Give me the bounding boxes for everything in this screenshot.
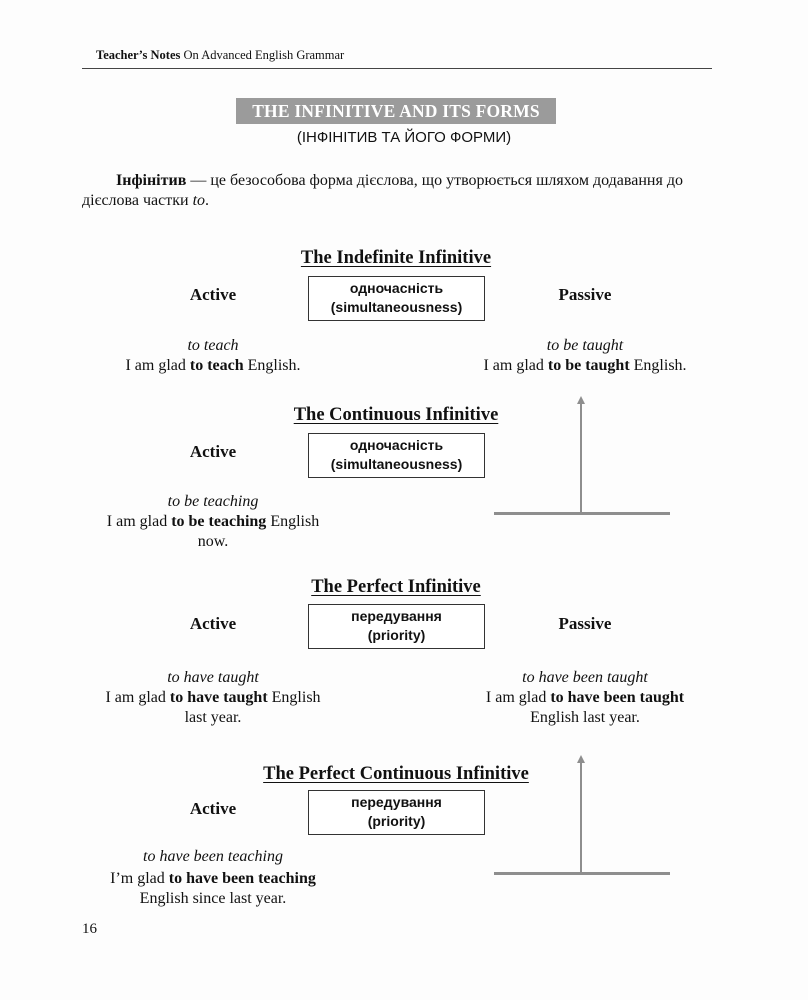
intro-term: Інфінітив: [116, 172, 187, 189]
intro-text: — це безособова форма дієслова, що утворюється шляхом додавання до дієслова частки: [82, 172, 683, 209]
passive-label: Passive: [558, 285, 612, 304]
header-rule: [82, 68, 712, 69]
active-label: Active: [189, 285, 237, 304]
active-example: I am glad to be teaching English now.: [106, 513, 320, 550]
section-title-indefinite: The Indefinite Infinitive: [300, 248, 492, 268]
passive-example: I am glad to be taught English.: [483, 357, 687, 374]
timeline-horizontal: [494, 512, 670, 515]
intro-particle: to: [192, 192, 206, 209]
active-label: Active: [189, 442, 237, 461]
book-title-rest: On Advanced English Grammar: [183, 48, 345, 62]
section-title-perfect-continuous: The Perfect Continuous Infinitive: [263, 764, 529, 784]
active-form: to have been teaching: [143, 848, 283, 865]
meaning-box: одночасність (simultaneousness): [308, 433, 485, 478]
meaning-box: передування (priority): [308, 790, 485, 835]
active-form: to teach: [187, 337, 239, 354]
meaning-box: одночасність (simultaneousness): [308, 276, 485, 321]
active-form: to be teaching: [167, 493, 259, 510]
book-title-bold: Teacher’s Notes: [96, 48, 181, 62]
passive-form: to have been taught: [522, 669, 648, 686]
intro-paragraph: Інфінітив — це безособова форма дієслова, що утворюється шляхом додавання до дієслова частки to.: [82, 172, 683, 209]
page-title: THE INFINITIVE AND ITS FORMS: [236, 98, 556, 124]
passive-form: to be taught: [546, 337, 624, 354]
page-number: 16: [82, 921, 97, 937]
passive-label: Passive: [558, 614, 612, 633]
active-example: I am glad to have taught English last year.: [105, 689, 321, 726]
timeline-horizontal: [494, 872, 670, 875]
active-example: I’m glad to have been teaching English since last year.: [110, 870, 316, 907]
active-label: Active: [189, 799, 237, 818]
section-title-continuous: The Continuous Infinitive: [293, 405, 499, 425]
active-example: I am glad to teach English.: [125, 357, 301, 374]
active-label: Active: [189, 614, 237, 633]
passive-example: I am glad to have been taught English last year.: [485, 689, 685, 726]
page-subtitle: (ІНФІНІТИВ ТА ЙОГО ФОРМИ): [296, 129, 512, 146]
running-header: [96, 48, 344, 63]
section-title-perfect: The Perfect Infinitive: [311, 577, 481, 597]
active-form: to have taught: [167, 669, 259, 686]
meaning-box: передування (priority): [308, 604, 485, 649]
